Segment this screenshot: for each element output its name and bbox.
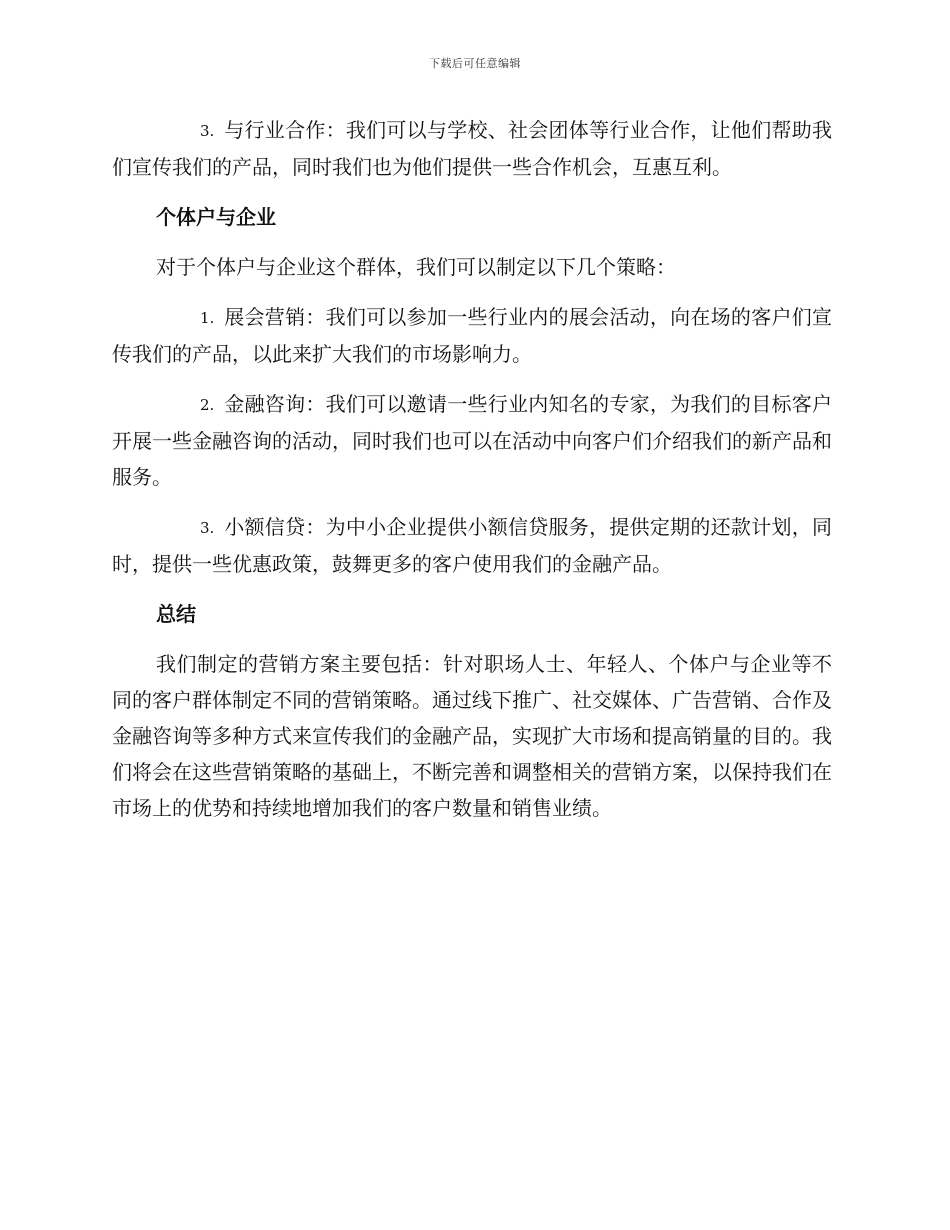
list-item-text: 金融咨询：我们可以邀请一些行业内知名的专家，为我们的目标客户开展一些金融咨询的活动，同时我们也可以在活动中向客户们介绍我们的新产品和服务。 <box>112 392 832 489</box>
list-item-text: 小额信贷：为中小企业提供小额信贷服务，提供定期的还款计划，同时，提供一些优惠政策，鼓舞更多的客户使用我们的金融产品。 <box>112 515 832 576</box>
list-item-exhibition-marketing <box>112 299 832 372</box>
list-item-text: 与行业合作：我们可以与学校、社会团体等行业合作，让他们帮助我们宣传我们的产品，同时我们也为他们提供一些合作机会，互惠互利。 <box>112 118 832 179</box>
section-heading-individual-business: 个体户与企业 <box>156 205 276 229</box>
list-item-microcredit <box>112 509 832 582</box>
list-item-text: 展会营销：我们可以参加一些行业内的展会活动，向在场的客户们宣传我们的产品，以此来扩大我们的市场影响力。 <box>112 305 832 366</box>
section-intro-paragraph: 对于个体户与企业这个群体，我们可以制定以下几个策略： <box>156 255 676 279</box>
summary-paragraph: 我们制定的营销方案主要包括：针对职场人士、年轻人、个体户与企业等不同的客户群体制定不同的营销策略。通过线下推广、社交媒体、广告营销、合作及金融咨询等多种方式来宣传我们的金融产品，实现扩大市场和提高销量的目的。我们将会在这些营销策略的基础上，不断完善和调整相关的营销方案，以保持我们在市场上的优势和持续地增加我们的客户数量和销售业绩。 <box>112 652 832 820</box>
section-heading-summary: 总结 <box>156 602 196 626</box>
list-number: 2. <box>200 396 215 414</box>
list-item-industry-cooperation <box>112 112 832 185</box>
list-number: 1. <box>200 309 215 327</box>
list-number: 3. <box>200 122 215 140</box>
document-body <box>112 112 832 840</box>
list-number: 3. <box>200 519 215 537</box>
list-item-financial-consulting <box>112 386 832 495</box>
page-header: 下载后可任意编辑 <box>429 57 521 70</box>
